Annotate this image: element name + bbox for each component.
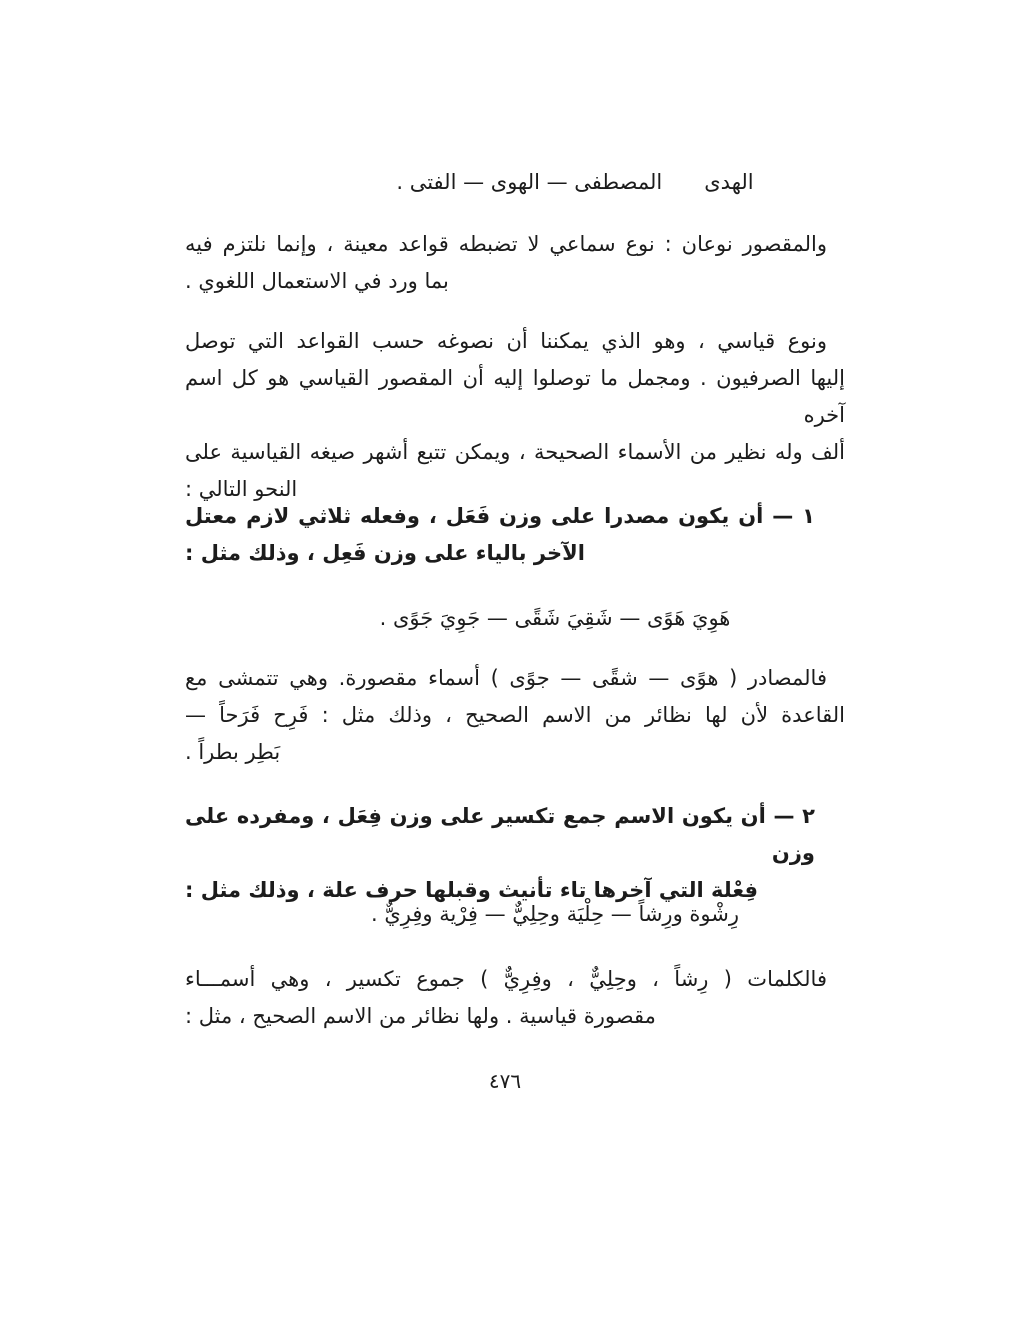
text-line: فِعْلة التي آخرها تاء تأنيث وقبلها حرف علة ، وذلك مثل : bbox=[185, 878, 758, 902]
text-line: هَوِيَ هَوًى — شَقِيَ شَقًى — جَوِيَ جَوًى . bbox=[379, 606, 731, 630]
text-line: ٢ — أن يكون الاسم جمع تكسير على وزن فِعَل ، ومفرده على وزن bbox=[177, 804, 815, 865]
paragraph-kalimat bbox=[185, 961, 845, 1035]
example-line-jam bbox=[185, 896, 845, 933]
paragraph-maqsur-types bbox=[185, 226, 845, 300]
text-line: ١ — أن يكون مصدرا على وزن فَعَل ، وفعله ثلاثي لازم معتل bbox=[185, 504, 815, 528]
text-line: رِشْوة ورِشاً — حِلْيَة وحِلِيٌّ — فِرْية وفِرِيٌّ . bbox=[371, 902, 739, 926]
text-line: الهدى المصطفى — الهوى — الفتى . bbox=[396, 170, 754, 194]
text-line: والمقصور نوعان : نوع سماعي لا تضبطه قواعد معينة ، وإنما نلتزم فيه bbox=[185, 232, 827, 256]
text-line: ونوع قياسي ، وهو الذي يمكننا أن نصوغه حسب القواعد التي توصل bbox=[185, 329, 827, 353]
text-line: إليها الصرفيون . ومجمل ما توصلوا إليه أن المقصور القياسي هو كل اسم آخره bbox=[178, 366, 845, 427]
numbered-rule-2 bbox=[177, 798, 845, 909]
text-line: بَطِر بطراً . bbox=[185, 740, 281, 764]
text-line: القاعدة لأن لها نظائر من الاسم الصحيح ، وذلك مثل : فَرِح فَرَحاً — bbox=[185, 703, 845, 727]
heading-example-line bbox=[185, 164, 845, 201]
example-line-masdar bbox=[185, 600, 845, 637]
paragraph-masadir bbox=[185, 660, 845, 771]
text-line: مقصورة قياسية . ولها نظائر من الاسم الصحيح ، مثل : bbox=[185, 1004, 656, 1028]
text-line: بما ورد في الاستعمال اللغوي . bbox=[185, 269, 449, 293]
text-line: فالمصادر ( هوًى — شقًى — جوًى ) أسماء مقصورة. وهي تتمشى مع bbox=[185, 666, 827, 690]
text-line: النحو التالي : bbox=[185, 477, 298, 501]
text-line: الآخر بالياء على وزن فَعِل ، وذلك مثل : bbox=[185, 541, 585, 565]
page-number: ٤٧٦ bbox=[488, 1069, 522, 1093]
paragraph-qiyasi-type bbox=[178, 323, 845, 508]
numbered-rule-1 bbox=[185, 498, 845, 572]
text-line: ألف وله نظير من الأسماء الصحيحة ، ويمكن تتبع أشهر صيغه القياسية على bbox=[185, 440, 845, 464]
text-line: فالكلمات ( رِشاً ، وحِلِيٌّ ، وفِرِيٌّ ) جموع تكسير ، وهي أسمـــاء bbox=[185, 967, 827, 991]
